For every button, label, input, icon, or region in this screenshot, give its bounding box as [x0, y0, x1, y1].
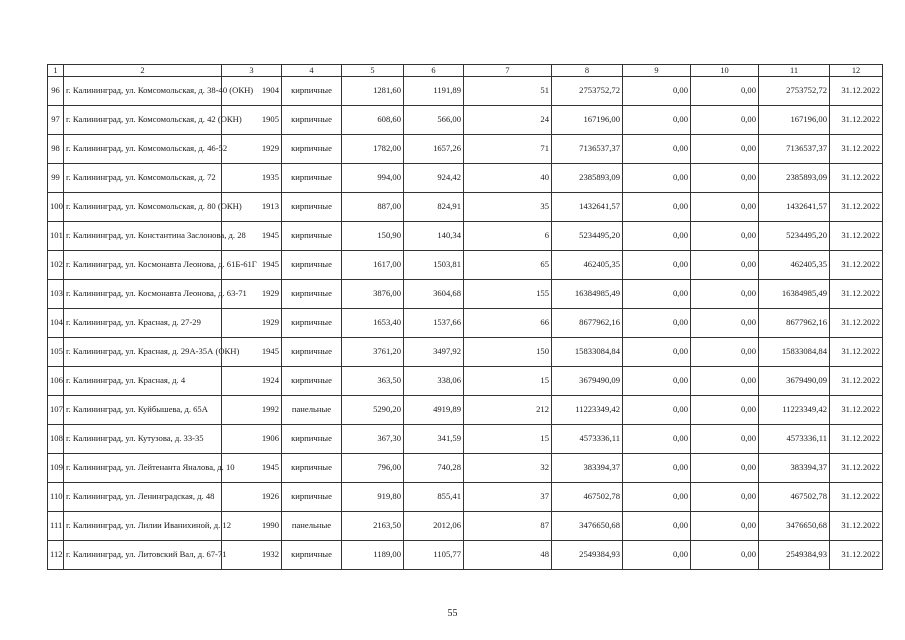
row-number: 97: [48, 106, 64, 135]
total-area-cell: 2163,50: [342, 512, 404, 541]
year-cell: 1906: [222, 425, 282, 454]
address-cell: г. Калининград, ул. Комсомольская, д. 46-52: [64, 135, 222, 164]
wall-material-cell: кирпичные: [282, 222, 342, 251]
deadline-date-cell: 31.12.2022: [830, 338, 883, 367]
living-area-cell: 3604,68: [404, 280, 464, 309]
row-number: 109: [48, 454, 64, 483]
funding-col11-cell: 1432641,57: [759, 193, 830, 222]
funding-col10-cell: 0,00: [691, 338, 759, 367]
total-area-cell: 367,30: [342, 425, 404, 454]
column-header-3: 3: [222, 65, 282, 77]
deadline-date-cell: 31.12.2022: [830, 106, 883, 135]
funding-col10-cell: 0,00: [691, 222, 759, 251]
column-header-12: 12: [830, 65, 883, 77]
residents-cell: 40: [464, 164, 552, 193]
address-cell: г. Калининград, ул. Комсомольская, д. 80 (ОКН): [64, 193, 222, 222]
row-number: 108: [48, 425, 64, 454]
cost-total-cell: 167196,00: [552, 106, 623, 135]
total-area-cell: 5290,20: [342, 396, 404, 425]
cost-total-cell: 15833084,84: [552, 338, 623, 367]
year-cell: 1926: [222, 483, 282, 512]
total-area-cell: 3761,20: [342, 338, 404, 367]
year-cell: 1945: [222, 251, 282, 280]
deadline-date-cell: 31.12.2022: [830, 396, 883, 425]
wall-material-cell: кирпичные: [282, 483, 342, 512]
address-cell: г. Калининград, ул. Литовский Вал, д. 67-71: [64, 541, 222, 570]
wall-material-cell: кирпичные: [282, 338, 342, 367]
funding-col9-cell: 0,00: [623, 164, 691, 193]
table-row: [48, 396, 883, 425]
column-header-2: 2: [64, 65, 222, 77]
year-cell: 1932: [222, 541, 282, 570]
wall-material-cell: кирпичные: [282, 425, 342, 454]
total-area-cell: 3876,00: [342, 280, 404, 309]
row-number: 112: [48, 541, 64, 570]
wall-material-cell: панельные: [282, 396, 342, 425]
row-number: 105: [48, 338, 64, 367]
cost-total-cell: 16384985,49: [552, 280, 623, 309]
year-cell: 1929: [222, 309, 282, 338]
funding-col11-cell: 5234495,20: [759, 222, 830, 251]
funding-col9-cell: 0,00: [623, 541, 691, 570]
cost-total-cell: 4573336,11: [552, 425, 623, 454]
cost-total-cell: 2753752,72: [552, 77, 623, 106]
deadline-date-cell: 31.12.2022: [830, 280, 883, 309]
funding-col10-cell: 0,00: [691, 454, 759, 483]
table-row: [48, 483, 883, 512]
funding-col11-cell: 4573336,11: [759, 425, 830, 454]
wall-material-cell: кирпичные: [282, 454, 342, 483]
table-row: [48, 280, 883, 309]
living-area-cell: 855,41: [404, 483, 464, 512]
total-area-cell: 796,00: [342, 454, 404, 483]
residents-cell: 32: [464, 454, 552, 483]
funding-col10-cell: 0,00: [691, 425, 759, 454]
column-header-4: 4: [282, 65, 342, 77]
table-row: [48, 164, 883, 193]
row-number: 102: [48, 251, 64, 280]
funding-col9-cell: 0,00: [623, 251, 691, 280]
funding-col11-cell: 7136537,37: [759, 135, 830, 164]
living-area-cell: 1105,77: [404, 541, 464, 570]
residents-cell: 87: [464, 512, 552, 541]
living-area-cell: 566,00: [404, 106, 464, 135]
residents-cell: 15: [464, 425, 552, 454]
table-row: [48, 251, 883, 280]
total-area-cell: 1653,40: [342, 309, 404, 338]
funding-col9-cell: 0,00: [623, 106, 691, 135]
table-row: [48, 135, 883, 164]
address-cell: г. Калининград, ул. Красная, д. 27-29: [64, 309, 222, 338]
wall-material-cell: кирпичные: [282, 193, 342, 222]
deadline-date-cell: 31.12.2022: [830, 77, 883, 106]
column-header-1: 1: [48, 65, 64, 77]
funding-col10-cell: 0,00: [691, 164, 759, 193]
wall-material-cell: панельные: [282, 512, 342, 541]
wall-material-cell: кирпичные: [282, 106, 342, 135]
address-cell: г. Калининград, ул. Кутузова, д. 33-35: [64, 425, 222, 454]
address-cell: г. Калининград, ул. Комсомольская, д. 42 (ОКН): [64, 106, 222, 135]
cost-total-cell: 2549384,93: [552, 541, 623, 570]
address-cell: г. Калининград, ул. Ленинградская, д. 48: [64, 483, 222, 512]
residents-cell: 6: [464, 222, 552, 251]
funding-col10-cell: 0,00: [691, 77, 759, 106]
wall-material-cell: кирпичные: [282, 280, 342, 309]
residents-cell: 37: [464, 483, 552, 512]
year-cell: 1945: [222, 338, 282, 367]
table-row: [48, 454, 883, 483]
year-cell: 1945: [222, 454, 282, 483]
funding-col10-cell: 0,00: [691, 396, 759, 425]
funding-col10-cell: 0,00: [691, 541, 759, 570]
address-cell: г. Калининград, ул. Космонавта Леонова, д. 61Б-61Г: [64, 251, 222, 280]
table-row: [48, 77, 883, 106]
cost-total-cell: 3476650,68: [552, 512, 623, 541]
residents-cell: 71: [464, 135, 552, 164]
total-area-cell: 1189,00: [342, 541, 404, 570]
living-area-cell: 3497,92: [404, 338, 464, 367]
wall-material-cell: кирпичные: [282, 309, 342, 338]
residents-cell: 65: [464, 251, 552, 280]
address-cell: г. Калининград, ул. Куйбышева, д. 65А: [64, 396, 222, 425]
living-area-cell: 1657,26: [404, 135, 464, 164]
row-number: 101: [48, 222, 64, 251]
funding-col11-cell: 2753752,72: [759, 77, 830, 106]
deadline-date-cell: 31.12.2022: [830, 135, 883, 164]
funding-col11-cell: 11223349,42: [759, 396, 830, 425]
funding-col10-cell: 0,00: [691, 483, 759, 512]
living-area-cell: 740,28: [404, 454, 464, 483]
address-cell: г. Калининград, ул. Комсомольская, д. 72: [64, 164, 222, 193]
deadline-date-cell: 31.12.2022: [830, 251, 883, 280]
table-row: [48, 541, 883, 570]
total-area-cell: 608,60: [342, 106, 404, 135]
year-cell: 1905: [222, 106, 282, 135]
residents-cell: 48: [464, 541, 552, 570]
row-number: 106: [48, 367, 64, 396]
table-row: [48, 222, 883, 251]
funding-col9-cell: 0,00: [623, 483, 691, 512]
address-cell: г. Калининград, ул. Космонавта Леонова, д. 63-71: [64, 280, 222, 309]
address-cell: г. Калининград, ул. Комсомольская, д. 38-40 (ОКН): [64, 77, 222, 106]
funding-col10-cell: 0,00: [691, 512, 759, 541]
funding-col9-cell: 0,00: [623, 309, 691, 338]
year-cell: 1924: [222, 367, 282, 396]
table-body: [48, 77, 883, 570]
row-number: 107: [48, 396, 64, 425]
residents-cell: 35: [464, 193, 552, 222]
column-header-5: 5: [342, 65, 404, 77]
living-area-cell: 924,42: [404, 164, 464, 193]
living-area-cell: 338,06: [404, 367, 464, 396]
table-row: [48, 512, 883, 541]
row-number: 98: [48, 135, 64, 164]
row-number: 96: [48, 77, 64, 106]
residents-cell: 51: [464, 77, 552, 106]
row-number: 100: [48, 193, 64, 222]
living-area-cell: 2012,06: [404, 512, 464, 541]
funding-col10-cell: 0,00: [691, 106, 759, 135]
total-area-cell: 887,00: [342, 193, 404, 222]
residents-cell: 66: [464, 309, 552, 338]
funding-col10-cell: 0,00: [691, 309, 759, 338]
living-area-cell: 140,34: [404, 222, 464, 251]
funding-col11-cell: 15833084,84: [759, 338, 830, 367]
funding-col11-cell: 2385893,09: [759, 164, 830, 193]
funding-col9-cell: 0,00: [623, 280, 691, 309]
funding-col10-cell: 0,00: [691, 280, 759, 309]
funding-col10-cell: 0,00: [691, 135, 759, 164]
table-row: [48, 106, 883, 135]
total-area-cell: 150,90: [342, 222, 404, 251]
funding-col11-cell: 3476650,68: [759, 512, 830, 541]
year-cell: 1990: [222, 512, 282, 541]
deadline-date-cell: 31.12.2022: [830, 425, 883, 454]
total-area-cell: 363,50: [342, 367, 404, 396]
funding-col11-cell: 462405,35: [759, 251, 830, 280]
funding-col9-cell: 0,00: [623, 193, 691, 222]
wall-material-cell: кирпичные: [282, 77, 342, 106]
deadline-date-cell: 31.12.2022: [830, 454, 883, 483]
funding-col10-cell: 0,00: [691, 193, 759, 222]
deadline-date-cell: 31.12.2022: [830, 193, 883, 222]
cost-total-cell: 3679490,09: [552, 367, 623, 396]
total-area-cell: 919,80: [342, 483, 404, 512]
funding-col11-cell: 167196,00: [759, 106, 830, 135]
residents-cell: 24: [464, 106, 552, 135]
cost-total-cell: 1432641,57: [552, 193, 623, 222]
address-cell: г. Калининград, ул. Красная, д. 4: [64, 367, 222, 396]
funding-col9-cell: 0,00: [623, 396, 691, 425]
funding-col9-cell: 0,00: [623, 77, 691, 106]
funding-col11-cell: 2549384,93: [759, 541, 830, 570]
funding-col11-cell: 16384985,49: [759, 280, 830, 309]
table-row: [48, 425, 883, 454]
year-cell: 1935: [222, 164, 282, 193]
cost-total-cell: 5234495,20: [552, 222, 623, 251]
year-cell: 1913: [222, 193, 282, 222]
living-area-cell: 1503,81: [404, 251, 464, 280]
table-row: [48, 309, 883, 338]
living-area-cell: 341,59: [404, 425, 464, 454]
total-area-cell: 1782,00: [342, 135, 404, 164]
cost-total-cell: 8677962,16: [552, 309, 623, 338]
column-header-7: 7: [464, 65, 552, 77]
funding-col9-cell: 0,00: [623, 367, 691, 396]
year-cell: 1929: [222, 135, 282, 164]
year-cell: 1945: [222, 222, 282, 251]
funding-col9-cell: 0,00: [623, 338, 691, 367]
total-area-cell: 1281,60: [342, 77, 404, 106]
cost-total-cell: 11223349,42: [552, 396, 623, 425]
column-header-6: 6: [404, 65, 464, 77]
total-area-cell: 994,00: [342, 164, 404, 193]
funding-col10-cell: 0,00: [691, 367, 759, 396]
deadline-date-cell: 31.12.2022: [830, 309, 883, 338]
funding-col9-cell: 0,00: [623, 425, 691, 454]
deadline-date-cell: 31.12.2022: [830, 367, 883, 396]
funding-col9-cell: 0,00: [623, 512, 691, 541]
funding-col11-cell: 383394,37: [759, 454, 830, 483]
living-area-cell: 824,91: [404, 193, 464, 222]
table-row: [48, 367, 883, 396]
residents-cell: 150: [464, 338, 552, 367]
wall-material-cell: кирпичные: [282, 367, 342, 396]
address-cell: г. Калининград, ул. Константина Заслонова, д. 28: [64, 222, 222, 251]
column-header-10: 10: [691, 65, 759, 77]
deadline-date-cell: 31.12.2022: [830, 483, 883, 512]
row-number: 110: [48, 483, 64, 512]
table-row: [48, 338, 883, 367]
wall-material-cell: кирпичные: [282, 541, 342, 570]
column-header-9: 9: [623, 65, 691, 77]
total-area-cell: 1617,00: [342, 251, 404, 280]
wall-material-cell: кирпичные: [282, 251, 342, 280]
funding-col11-cell: 8677962,16: [759, 309, 830, 338]
column-header-8: 8: [552, 65, 623, 77]
living-area-cell: 4919,89: [404, 396, 464, 425]
residents-cell: 212: [464, 396, 552, 425]
living-area-cell: 1537,66: [404, 309, 464, 338]
wall-material-cell: кирпичные: [282, 135, 342, 164]
address-cell: г. Калининград, ул. Лилии Иванихиной, д. 12: [64, 512, 222, 541]
row-number: 111: [48, 512, 64, 541]
residents-cell: 155: [464, 280, 552, 309]
funding-col10-cell: 0,00: [691, 251, 759, 280]
year-cell: 1904: [222, 77, 282, 106]
table-row: [48, 193, 883, 222]
header-row: [48, 65, 883, 77]
deadline-date-cell: 31.12.2022: [830, 222, 883, 251]
funding-col9-cell: 0,00: [623, 454, 691, 483]
row-number: 104: [48, 309, 64, 338]
residents-cell: 15: [464, 367, 552, 396]
cost-total-cell: 462405,35: [552, 251, 623, 280]
deadline-date-cell: 31.12.2022: [830, 512, 883, 541]
funding-col9-cell: 0,00: [623, 135, 691, 164]
funding-col11-cell: 467502,78: [759, 483, 830, 512]
year-cell: 1929: [222, 280, 282, 309]
address-cell: г. Калининград, ул. Красная, д. 29А-35А (ОКН): [64, 338, 222, 367]
living-area-cell: 1191,89: [404, 77, 464, 106]
address-cell: г. Калининград, ул. Лейтенанта Яналова, д. 10: [64, 454, 222, 483]
deadline-date-cell: 31.12.2022: [830, 164, 883, 193]
year-cell: 1992: [222, 396, 282, 425]
cost-total-cell: 383394,37: [552, 454, 623, 483]
page-number: 55: [447, 608, 458, 619]
deadline-date-cell: 31.12.2022: [830, 541, 883, 570]
cost-total-cell: 467502,78: [552, 483, 623, 512]
column-header-11: 11: [759, 65, 830, 77]
wall-material-cell: кирпичные: [282, 164, 342, 193]
registry-table: [47, 64, 883, 570]
row-number: 99: [48, 164, 64, 193]
funding-col11-cell: 3679490,09: [759, 367, 830, 396]
funding-col9-cell: 0,00: [623, 222, 691, 251]
row-number: 103: [48, 280, 64, 309]
cost-total-cell: 7136537,37: [552, 135, 623, 164]
cost-total-cell: 2385893,09: [552, 164, 623, 193]
